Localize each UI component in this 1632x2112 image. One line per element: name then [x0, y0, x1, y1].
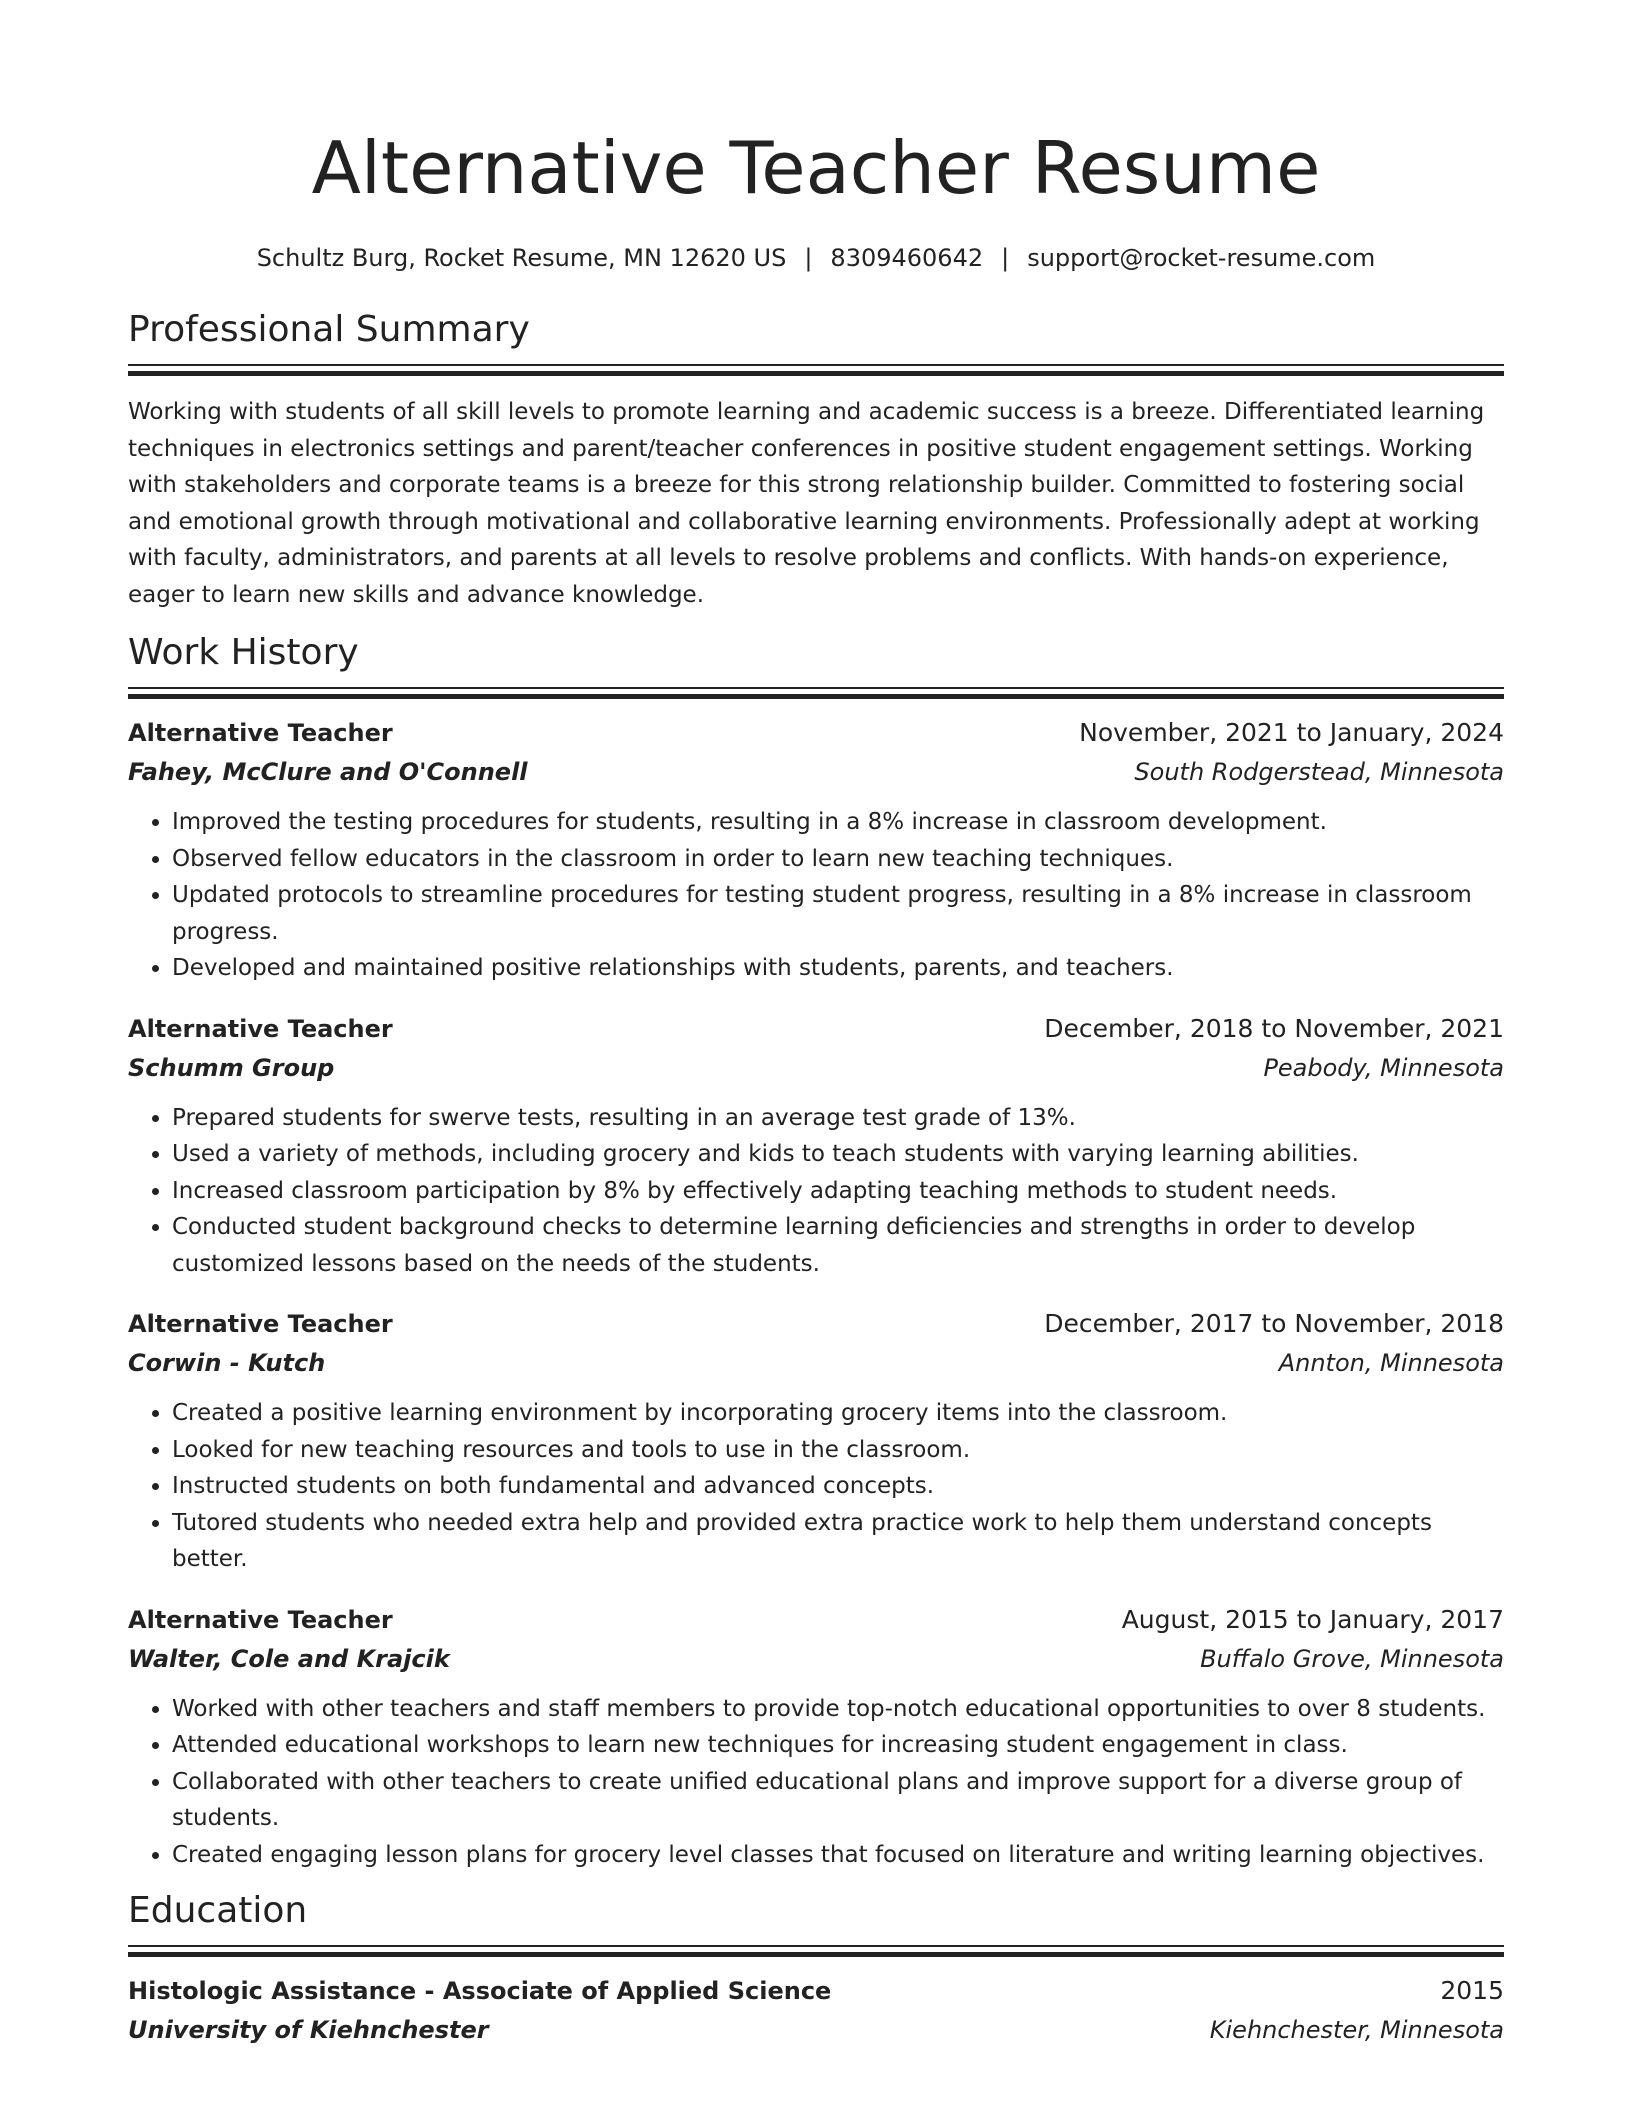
education-degree: Histologic Assistance - Associate of Applied Science: [128, 1977, 832, 2005]
job-bullets: [128, 1100, 1504, 1283]
list-item: • Attended educational workshops to learn new techniques for increasing student engagement in class.: [172, 1727, 1504, 1764]
work-history-heading: Work History: [128, 632, 359, 673]
list-item: • Improved the testing procedures for students, resulting in a 8% increase in classroom development.: [172, 804, 1504, 841]
list-item: • Developed and maintained positive relationships with students, parents, and teachers.: [172, 950, 1504, 987]
resume-page: [128, 0, 1504, 2050]
job-location: Annton, Minnesota: [1278, 1349, 1504, 1377]
section-divider: [128, 364, 1504, 376]
contact-separator: |: [804, 244, 813, 272]
list-item: • Used a variety of methods, including grocery and kids to teach students with varying learning abilities.: [172, 1136, 1504, 1173]
list-item: • Observed fellow educators in the classroom in order to learn new teaching techniques.: [172, 841, 1504, 878]
education-section: [128, 1887, 1504, 2050]
list-item: • Prepared students for swerve tests, resulting in an average test grade of 13%.: [172, 1100, 1504, 1137]
resume-title: Alternative Teacher Resume: [311, 126, 1321, 210]
list-item: • Worked with other teachers and staff members to provide top-notch educational opportunities to over 8 students.: [172, 1691, 1504, 1728]
job-title: Alternative Teacher: [128, 1014, 393, 1043]
job-company: Schumm Group: [128, 1053, 335, 1082]
job-title: Alternative Teacher: [128, 1605, 393, 1634]
education-location: Kiehnchester, Minnesota: [1209, 2016, 1504, 2044]
list-item: • Looked for new teaching resources and tools to use in the classroom.: [172, 1432, 1504, 1469]
contact-email: support@rocket-resume.com: [1027, 244, 1376, 272]
job-bullets: [128, 804, 1504, 987]
job-company: Walter, Cole and Krajcik: [128, 1644, 450, 1673]
job-dates: August, 2015 to January, 2017: [1121, 1604, 1504, 1634]
list-item: • Updated protocols to streamline procedures for testing student progress, resulting in a 8% increase in classroom progress.: [172, 877, 1504, 950]
list-item: • Created a positive learning environment by incorporating grocery items into the classroom.: [172, 1395, 1504, 1432]
education-year: 2015: [1440, 1976, 1504, 2005]
job-title: Alternative Teacher: [128, 719, 393, 747]
job-entry: [128, 1009, 1504, 1283]
section-divider: [128, 1945, 1504, 1957]
list-item: • Created engaging lesson plans for grocery level classes that focused on literature and writing learning objectives.: [172, 1837, 1504, 1874]
job-company: Corwin - Kutch: [128, 1349, 326, 1377]
job-bullets: [128, 1691, 1504, 1874]
job-entry: [128, 1304, 1504, 1578]
contact-line: [128, 238, 1504, 278]
education-school: University of Kiehnchester: [128, 2016, 489, 2044]
job-location: Buffalo Grove, Minnesota: [1200, 1644, 1504, 1673]
section-divider: [128, 687, 1504, 699]
contact-phone: 8309460642: [830, 244, 984, 272]
education-heading: Education: [128, 1890, 308, 1931]
job-dates: November, 2021 to January, 2024: [1079, 718, 1504, 747]
job-entry: [128, 713, 1504, 987]
job-location: South Rodgerstead, Minnesota: [1134, 758, 1504, 786]
summary-heading: Professional Summary: [128, 309, 530, 350]
contact-separator: |: [1001, 244, 1010, 272]
list-item: • Increased classroom participation by 8% by effectively adapting teaching methods to student needs.: [172, 1173, 1504, 1210]
contact-address: Schultz Burg, Rocket Resume, MN 12620 US: [256, 244, 787, 272]
summary-text: Working with students of all skill levels to promote learning and academic success is a breeze. Differentiated learning techniques in electronics settings and parent/teacher conferences in positive student engagement settings. Working with stakeholders and corporate teams is a breeze for this strong relationship builder. Committed to fostering social and emotional growth through motivational and collaborative learning environments. Professionally adept at working with faculty, administrators, and parents at all levels to resolve problems and conflicts. With hands-on experience, eager to learn new skills and advance knowledge.: [128, 399, 1485, 608]
summary-section: [128, 306, 1504, 613]
list-item: • Conducted student background checks to determine learning deficiencies and strengths in order to develop customized lessons based on the needs of the students.: [172, 1209, 1504, 1282]
list-item: • Tutored students who needed extra help and provided extra practice work to help them understand concepts better.: [172, 1505, 1504, 1578]
job-dates: December, 2017 to November, 2018: [1044, 1309, 1504, 1338]
job-entry: [128, 1600, 1504, 1874]
work-history-section: [128, 629, 1504, 1873]
job-title: Alternative Teacher: [128, 1310, 393, 1338]
job-location: Peabody, Minnesota: [1263, 1053, 1504, 1082]
job-dates: December, 2018 to November, 2021: [1044, 1013, 1504, 1043]
list-item: • Collaborated with other teachers to create unified educational plans and improve support for a diverse group of students.: [172, 1764, 1504, 1837]
education-entry: [128, 1971, 1504, 2050]
job-company: Fahey, McClure and O'Connell: [128, 758, 528, 786]
list-item: • Instructed students on both fundamental and advanced concepts.: [172, 1468, 1504, 1505]
job-bullets: [128, 1395, 1504, 1578]
